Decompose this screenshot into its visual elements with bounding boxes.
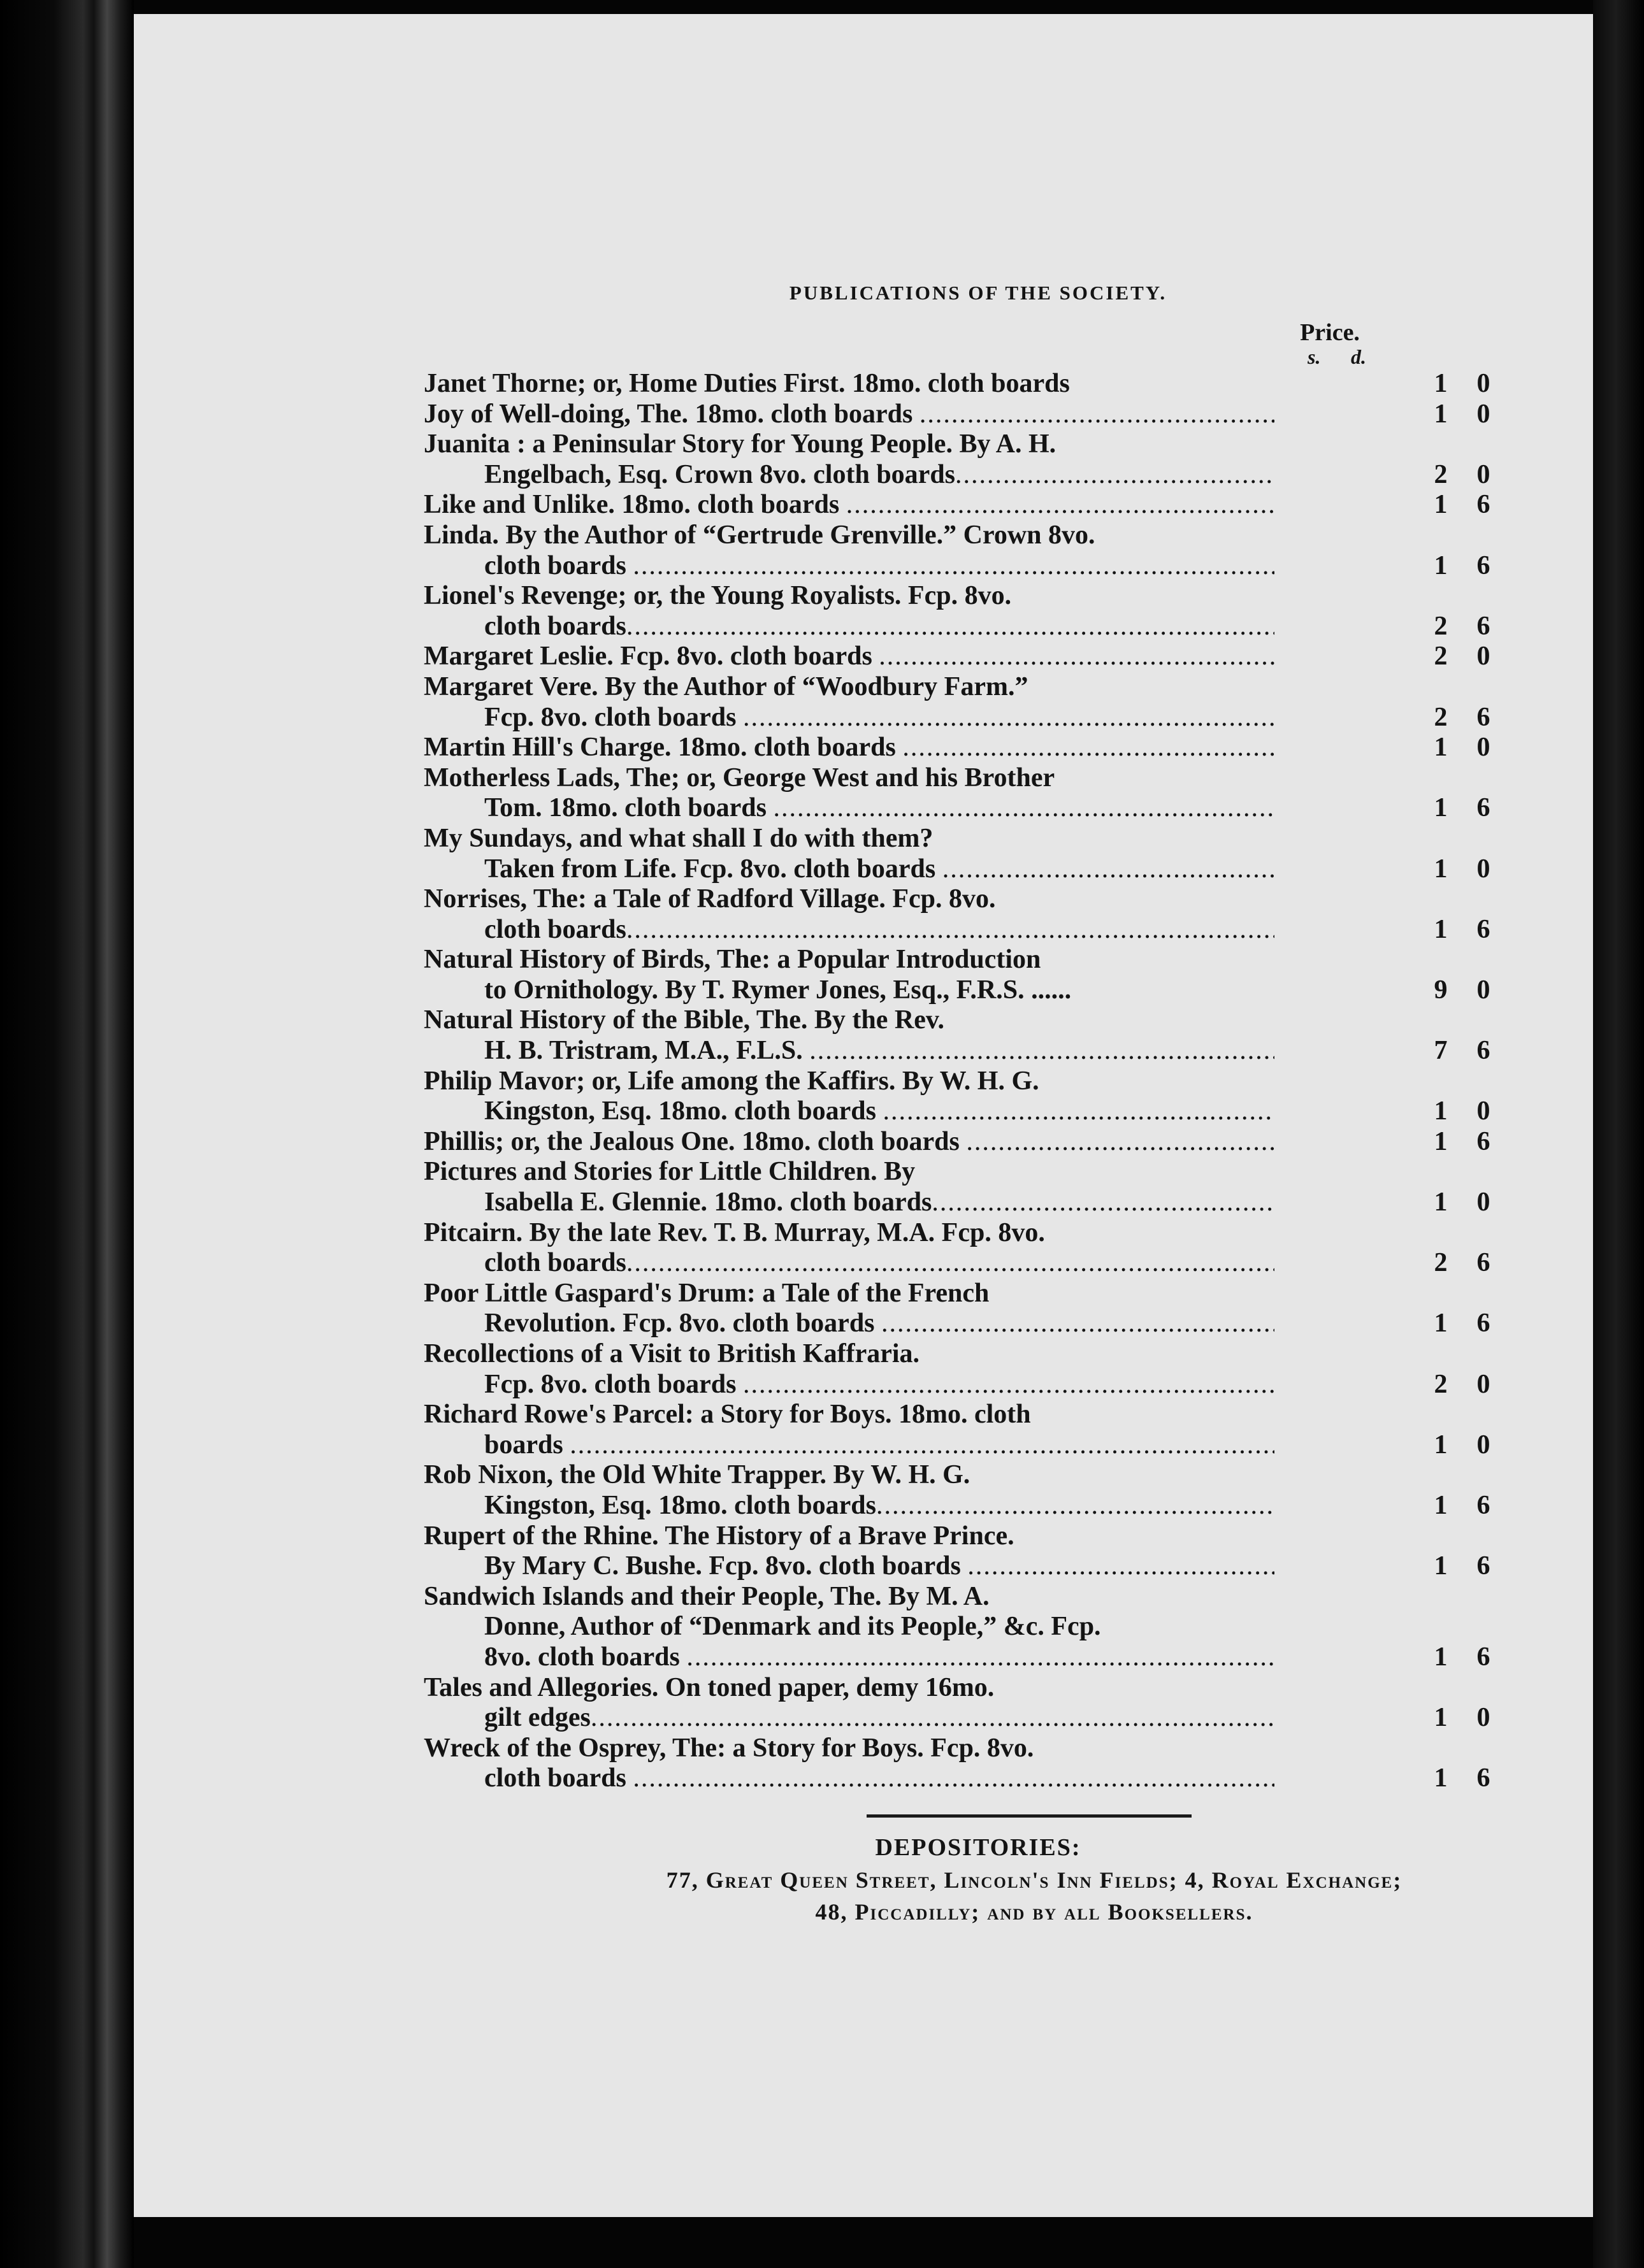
publication-entry <box>424 1733 1402 1764</box>
price-shillings: 1 <box>1434 733 1448 763</box>
publication-text: Motherless Lads, The; or, George West and his Brother <box>424 763 1055 793</box>
price-shillings: 1 <box>1434 490 1448 520</box>
publication-entry-continuation <box>424 975 1490 1006</box>
publication-entry <box>424 1460 1402 1491</box>
publication-text: Wreck of the Osprey, The: a Story for Boys. Fcp. 8vo. <box>424 1733 1034 1763</box>
publication-entry <box>424 1400 1402 1430</box>
publication-text: Isabella E. Glennie. 18mo. cloth boards ..... <box>484 1188 1274 1218</box>
price-pence: 0 <box>1476 733 1490 763</box>
publication-text: My Sundays, and what shall I do with them? <box>424 823 934 853</box>
price-pence: 0 <box>1476 1188 1490 1217</box>
price-shillings: 2 <box>1434 459 1448 489</box>
publication-entry <box>424 1279 1402 1309</box>
price-shillings: 2 <box>1434 642 1448 671</box>
publication-entry-continuation <box>424 1188 1490 1218</box>
pence-header: d. <box>1351 345 1366 368</box>
price-shillings: 7 <box>1434 1036 1448 1066</box>
publication-entry-continuation <box>424 1703 1490 1733</box>
price-shillings: 1 <box>1434 1551 1448 1581</box>
publication-entry-continuation <box>424 702 1490 733</box>
publication-list <box>424 369 1490 1794</box>
publication-entry <box>424 429 1402 460</box>
publication-text: Engelbach, Esq. Crown 8vo. cloth boards ..... <box>484 460 1274 491</box>
publication-entry <box>424 763 1402 794</box>
publication-entry-continuation <box>424 914 1490 945</box>
price-shillings: 1 <box>1434 1490 1448 1520</box>
publication-text: cloth boards ..... <box>484 915 1274 945</box>
publication-text: Taken from Life. Fcp. 8vo. cloth boards ..... <box>484 854 1274 885</box>
price-shillings: 1 <box>1434 1096 1448 1126</box>
section-divider <box>867 1814 1192 1818</box>
publication-entry <box>424 1126 1490 1158</box>
publication-text: Kingston, Esq. 18mo. cloth boards ..... <box>484 1491 1274 1521</box>
publication-entry <box>424 399 1490 430</box>
publication-text: to Ornithology. By T. Rymer Jones, Esq., F.R.S. ...... <box>484 975 1072 1005</box>
publication-text: Fcp. 8vo. cloth boards ..... <box>484 1370 1274 1400</box>
publication-entry <box>424 642 1490 672</box>
price-shillings: 1 <box>1434 793 1448 823</box>
price-shillings: 1 <box>1434 1642 1448 1672</box>
publication-entry <box>424 1582 1402 1612</box>
price-pence: 0 <box>1476 1703 1490 1733</box>
publication-entry <box>424 1066 1402 1097</box>
depository-address-line-1: 77, Great Queen Street, Lincoln's Inn Fields; 4, Royal Exchange; <box>666 1867 1402 1893</box>
price-pence: 6 <box>1476 793 1490 823</box>
publication-text: 8vo. cloth boards ..... <box>484 1642 1274 1673</box>
price-pence: 0 <box>1476 399 1490 429</box>
publication-entry-continuation <box>424 1490 1490 1521</box>
price-pence: 6 <box>1476 1551 1490 1581</box>
publication-text: Margaret Leslie. Fcp. 8vo. cloth boards ..... <box>424 642 1274 672</box>
publication-entry-continuation <box>424 1309 1490 1339</box>
price-pence: 6 <box>1476 702 1490 732</box>
price-shillings: 1 <box>1434 1126 1448 1156</box>
publication-text: Juanita : a Peninsular Story for Young People. By A. H. <box>424 429 1056 459</box>
price-shillings: 1 <box>1434 550 1448 580</box>
publication-text: Tales and Allegories. On toned paper, demy 16mo. <box>424 1672 995 1702</box>
publication-text: gilt edges ..... <box>484 1703 1274 1733</box>
publication-entry-continuation <box>424 793 1490 824</box>
publication-text: Phillis; or, the Jealous One. 18mo. cloth boards ..... <box>424 1127 1274 1158</box>
publication-entry <box>424 824 1402 854</box>
price-pence: 0 <box>1476 854 1490 884</box>
depositories-heading: DEPOSITORIES: <box>875 1834 1081 1861</box>
price-pence: 6 <box>1476 1248 1490 1278</box>
publication-entry <box>424 1005 1402 1036</box>
publication-text: Joy of Well-doing, The. 18mo. cloth boards ..... <box>424 399 1274 430</box>
publication-entry-continuation <box>424 1248 1490 1279</box>
publication-entry <box>424 1673 1402 1704</box>
price-pence: 0 <box>1476 369 1490 398</box>
price-shillings: 1 <box>1434 1430 1448 1460</box>
publication-text: Margaret Vere. By the Author of “Woodbury Farm.” <box>424 671 1028 701</box>
publication-entry-continuation <box>424 854 1490 885</box>
publication-text: Revolution. Fcp. 8vo. cloth boards ..... <box>484 1309 1274 1339</box>
price-pence: 6 <box>1476 1642 1490 1672</box>
publication-entry-continuation <box>424 1642 1490 1673</box>
publication-entry <box>424 520 1402 551</box>
price-pence: 0 <box>1476 642 1490 671</box>
publication-entry <box>424 1218 1402 1249</box>
next-page-edge <box>1593 0 1644 2268</box>
publication-entry-continuation <box>424 611 1490 642</box>
publication-text: Richard Rowe's Parcel: a Story for Boys. 18mo. cloth <box>424 1400 1031 1430</box>
price-pence: 0 <box>1476 1369 1490 1399</box>
price-column-header: Price. <box>1300 319 1360 346</box>
publication-text: cloth boards ..... <box>484 1763 1274 1794</box>
price-pence: 6 <box>1476 1763 1490 1793</box>
depository-address-line-2: 48, Piccadilly; and by all Booksellers. <box>815 1899 1253 1925</box>
publication-entry-continuation <box>424 1763 1490 1794</box>
price-pence: 6 <box>1476 1309 1490 1339</box>
price-shillings: 1 <box>1434 854 1448 884</box>
publication-text: Rob Nixon, the Old White Trapper. By W. H. G. <box>424 1460 970 1490</box>
publication-entry <box>424 672 1402 703</box>
publication-entry <box>424 884 1402 915</box>
price-shillings: 9 <box>1434 975 1448 1005</box>
price-pence: 0 <box>1476 1096 1490 1126</box>
publication-text: Pictures and Stories for Little Children. By <box>424 1157 916 1187</box>
publication-entry-continuation <box>424 1430 1490 1461</box>
publication-entry-continuation <box>424 1612 1402 1642</box>
publication-entry <box>424 581 1402 612</box>
price-pence: 6 <box>1476 1036 1490 1066</box>
publication-entry <box>424 1157 1402 1188</box>
price-pence: 6 <box>1476 490 1490 520</box>
publication-entry <box>424 1339 1402 1370</box>
price-pence: 0 <box>1476 1430 1490 1460</box>
price-pence: 6 <box>1476 550 1490 580</box>
shillings-header: s. <box>1308 345 1321 368</box>
page-title: PUBLICATIONS OF THE SOCIETY. <box>789 282 1167 304</box>
publication-text: Linda. By the Author of “Gertrude Grenville.” Crown 8vo. <box>424 520 1095 550</box>
publication-entry-continuation <box>424 1096 1490 1127</box>
price-shillings: 2 <box>1434 1369 1448 1399</box>
publication-entry <box>424 369 1490 399</box>
publication-text: H. B. Tristram, M.A., F.L.S. ..... <box>484 1036 1274 1066</box>
price-shillings: 1 <box>1434 399 1448 429</box>
price-shillings: 2 <box>1434 611 1448 641</box>
price-pence: 0 <box>1476 459 1490 489</box>
publication-text: cloth boards ..... <box>484 612 1274 642</box>
publication-text: Tom. 18mo. cloth boards ..... <box>484 793 1274 824</box>
publication-text: Like and Unlike. 18mo. cloth boards ..... <box>424 490 1274 520</box>
publication-text: Philip Mavor; or, Life among the Kaffirs. By W. H. G. <box>424 1066 1039 1096</box>
price-pence: 0 <box>1476 975 1490 1005</box>
publication-text: Janet Thorne; or, Home Duties First. 18mo. cloth boards <box>424 369 1070 398</box>
publication-text: By Mary C. Bushe. Fcp. 8vo. cloth boards ..... <box>484 1551 1274 1582</box>
publication-entry <box>424 733 1490 763</box>
price-pence: 6 <box>1476 611 1490 641</box>
publication-text: Rupert of the Rhine. The History of a Brave Prince. <box>424 1521 1014 1551</box>
price-shillings: 1 <box>1434 914 1448 944</box>
catalogue-page <box>134 14 1593 2217</box>
price-shillings: 2 <box>1434 702 1448 732</box>
publication-text: Sandwich Islands and their People, The. By M. A. <box>424 1581 990 1611</box>
publication-text: Donne, Author of “Denmark and its People,” &c. Fcp. <box>484 1612 1101 1642</box>
publication-text: Poor Little Gaspard's Drum: a Tale of the French <box>424 1278 990 1308</box>
publication-entry <box>424 1521 1402 1552</box>
publication-text: boards ..... <box>484 1430 1274 1461</box>
publication-text: Lionel's Revenge; or, the Young Royalists. Fcp. 8vo. <box>424 581 1012 611</box>
publication-entry-continuation <box>424 550 1490 582</box>
price-pence: 6 <box>1476 1126 1490 1156</box>
publication-entry-continuation <box>424 1369 1490 1400</box>
price-shillings: 1 <box>1434 1703 1448 1733</box>
publication-text: Norrises, The: a Tale of Radford Village. Fcp. 8vo. <box>424 884 996 914</box>
price-shillings: 1 <box>1434 1309 1448 1339</box>
publication-entry-continuation <box>424 1551 1490 1582</box>
publication-text: Natural History of Birds, The: a Popular Introduction <box>424 945 1041 975</box>
book-binding-edge <box>0 0 134 2268</box>
price-pence: 6 <box>1476 1490 1490 1520</box>
publication-text: Kingston, Esq. 18mo. cloth boards ..... <box>484 1096 1274 1127</box>
publication-text: Fcp. 8vo. cloth boards ..... <box>484 703 1274 733</box>
publication-entry <box>424 490 1490 520</box>
publication-entry-continuation <box>424 459 1490 491</box>
price-shillings: 2 <box>1434 1248 1448 1278</box>
publication-text: Pitcairn. By the late Rev. T. B. Murray, M.A. Fcp. 8vo. <box>424 1217 1045 1247</box>
publication-text: cloth boards ..... <box>484 1248 1274 1279</box>
publication-text: cloth boards ..... <box>484 551 1274 582</box>
publication-text: Natural History of the Bible, The. By the Rev. <box>424 1005 945 1035</box>
price-pence: 6 <box>1476 914 1490 944</box>
price-shillings: 1 <box>1434 1188 1448 1217</box>
price-shillings: 1 <box>1434 369 1448 398</box>
publication-entry <box>424 945 1402 975</box>
publication-entry-continuation <box>424 1036 1490 1066</box>
publication-text: Recollections of a Visit to British Kaffraria. <box>424 1339 920 1368</box>
price-shillings: 1 <box>1434 1763 1448 1793</box>
publication-text: Martin Hill's Charge. 18mo. cloth boards ..... <box>424 733 1274 763</box>
